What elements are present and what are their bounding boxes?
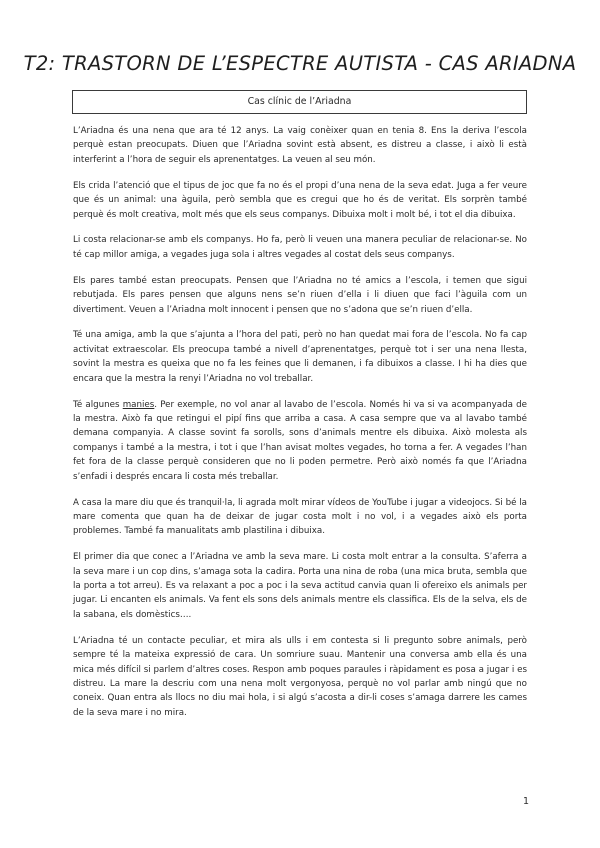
manies-text-before: Té algunes (73, 399, 123, 410)
manies-text-after: . Per exemple, no vol anar al lavabo de l’escola. Només hi va si va acompanyada de la mestra. Això fa que retingui el pipí fins que arriba a casa. A casa sempre que va al lavabo també demana companyia. A classe sovint fa sorolls, sons d’animals mentre els dibuixa. Això molesta als companys i també a la mestra, i tot i que l’han avisat moltes vegades, ho torna a fer. A vegades l’han fet fora de la classe perquè consideren que no li poden permetre. Però això només fa que l’Ariadna s’enfadi i després encara li costa més treballar. (73, 399, 527, 482)
paragraph-manies (73, 398, 527, 484)
document-body (73, 124, 527, 732)
paragraph-first-day: El primer dia que conec a l’Ariadna ve amb la seva mare. Li costa molt entrar a la consulta. S’aferra a la seva mare i un cop dins, s’amaga sota la cadira. Porta una nina de roba (una mica bruta, sembla que la porta a tot arreu). Es va relaxant a poc a poc i la seva actitud canvia quan li ofereixo els animals per jugar. Li encanten els animals. Va fent els sons dels animals mentre els classifica. Els de la selva, els de la sabana, els domèstics…. (73, 552, 527, 620)
paragraph-parents: Els pares també estan preocupats. Pensen que l’Ariadna no té amics a l’escola, i temen que sigui rebutjada. Els pares pensen que alguns nens se’n riuen d’ella i li diuen que faci l’àguila com un divertiment. Veuen a l’Ariadna molt innocent i pensen que no s’adona que se’n riuen d’ella. (73, 275, 527, 315)
paragraph-relations: Li costa relacionar-se amb els companys. Ho fa, però li veuen una manera peculiar de relacionar-se. No té cap millor amiga, a vegades juga sola i altres vegades al costat dels seus companys. (73, 235, 527, 260)
paragraph-play: Els crida l’atenció que el tipus de joc que fa no és el propi d’una nena de la seva edat. Juga a fer veure que és un animal: una àguila, però sembla que es cregui que ho és de veritat. Els sorprèn també perquè és molt creativa, molt més que els seus companys. Dibuixa molt i molt bé, i tot el dia dibuixa. (73, 180, 527, 220)
manies-underlined-word: manies (122, 399, 155, 410)
case-heading-box (72, 90, 527, 114)
document-title: T2: TRASTORN DE L’ESPECTRE AUTISTA - CAS ARIADNA (23, 52, 577, 75)
case-heading: Cas clínic de l’Ariadna (247, 96, 352, 107)
paragraph-contact: L’Ariadna té un contacte peculiar, et mira als ulls i em contesta si li pregunto sobre animals, però sempre té la mateixa expressió de cara. Un somriure suau. Mantenir una conversa amb ella és una mica més difícil si parlem d’altres coses. Respon amb poques paraules i ràpidament es posa a jugar i es distreu. La mare la descriu com una nena molt vergonyosa, perquè no vol parlar amb ningú que no coneix. Quan entra als llocs no diu mai hola, i si algú s’acosta a dir-li coses s’amaga darrere les cames de la seva mare i no mira. (73, 635, 527, 718)
paragraph-intro: L’Ariadna és una nena que ara té 12 anys. La vaig conèixer quan en tenia 8. Ens la deriva l’escola perquè estan preocupats. Diuen que l’Ariadna sovint està absent, es distreu a classe, i això li està interferint a l’hora de seguir els aprenentatges. La veuen al seu món. (73, 126, 527, 165)
page-number: 1 (522, 796, 529, 807)
paragraph-home: A casa la mare diu que és tranquil·la, li agrada molt mirar vídeos de YouTube i jugar a videojocs. Si bé la mare comenta que quan ha de deixar de jugar costa molt i no vol, i a vegades això els porta problemes. També fa manualitats amb plastilina i dibuixa. (73, 497, 527, 537)
paragraph-friend: Té una amiga, amb la que s’ajunta a l’hora del pati, però no han quedat mai fora de l’escola. No fa cap activitat extraescolar. Els preocupa també a nivell d’aprenentatges, perquè tot i ser una nena llesta, sovint la mestra es queixa que no fa les feines que li demanen, i fa dibuixos a classe. I hi ha dies que encara que la mestra la renyi l’Ariadna no vol treballar. (73, 330, 527, 384)
